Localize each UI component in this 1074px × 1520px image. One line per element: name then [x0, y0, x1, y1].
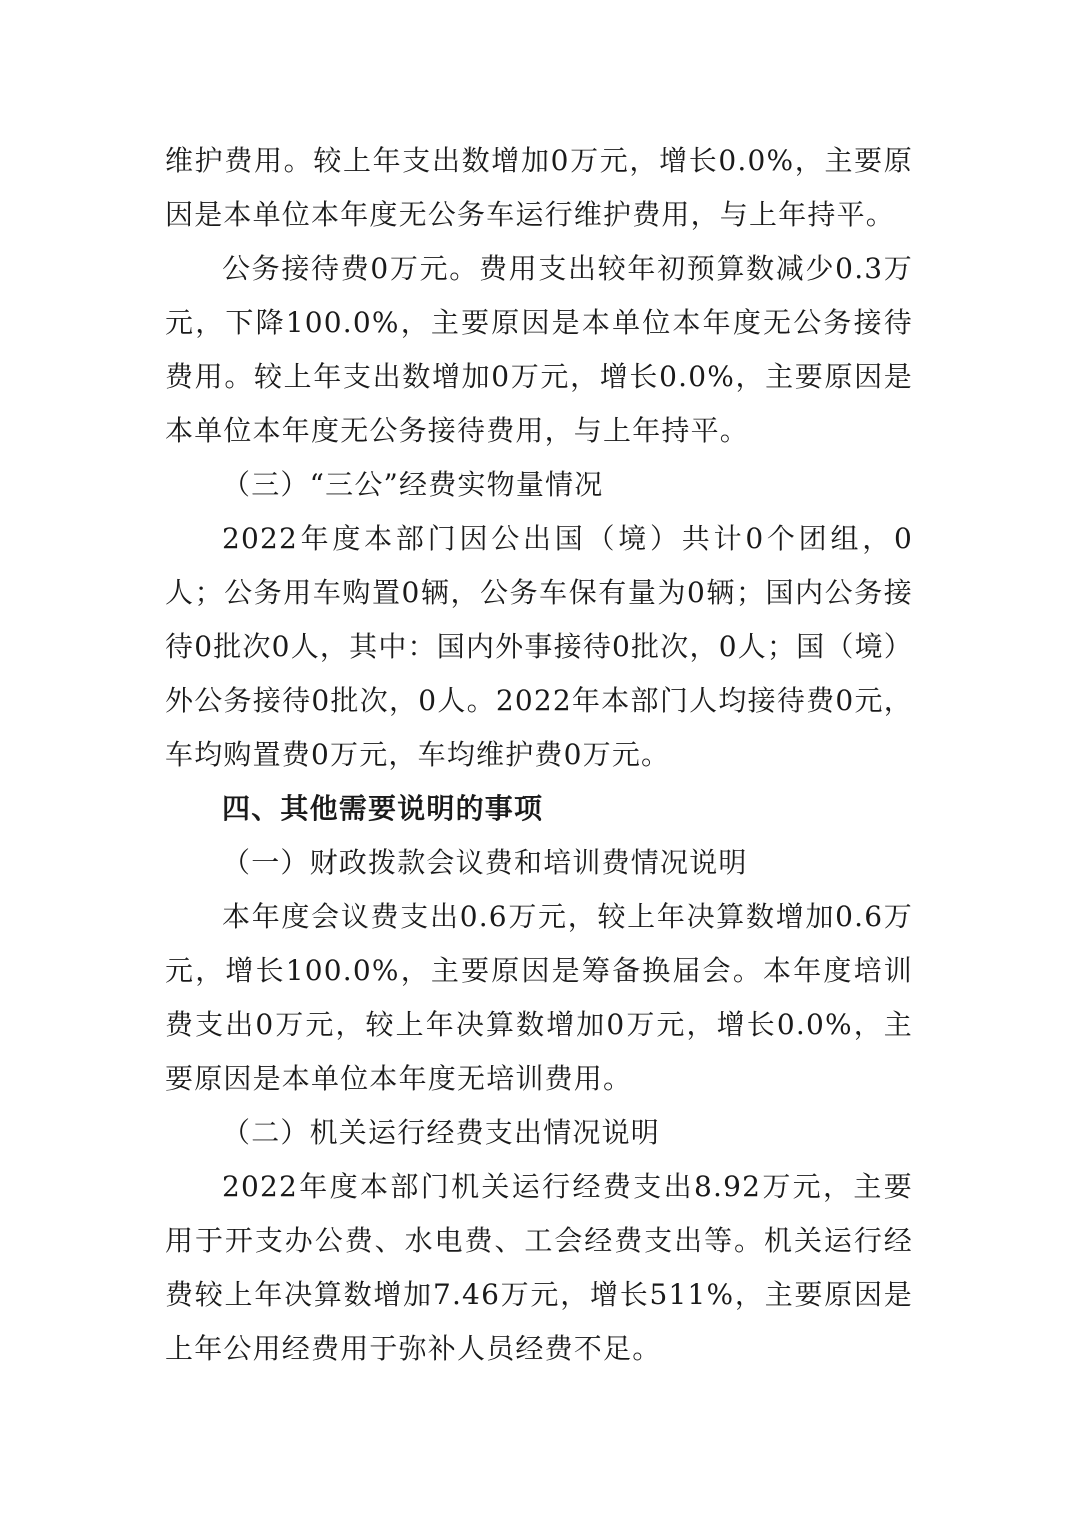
paragraph-operating-expenses: 2022年度本部门机关运行经费支出8.92万元，主要用于开支办公费、水电费、工会经费支出等。机关运行经费较上年决算数增加7.46万元，增长511%，主要原因是上年公用经费用于弥补人员经费不足。 — [165, 1170, 913, 1365]
paragraph-meeting-training: 本年度会议费支出0.6万元，较上年决算数增加0.6万元，增长100.0%，主要原因是筹备换届会。本年度培训费支出0万元，较上年决算数增加0万元，增长0.0%，主要原因是本单位本年度无培训费用。 — [165, 900, 913, 1095]
document-page — [165, 134, 913, 1376]
subheading-three-public-quantity: （三）“三公”经费实物量情况 — [222, 468, 604, 501]
subheading-meeting-training: （一）财政拨款会议费和培训费情况说明 — [222, 846, 748, 879]
paragraph-reception-fee: 公务接待费0万元。费用支出较年初预算数减少0.3万元，下降100.0%，主要原因是本单位本年度无公务接待费用。较上年支出数增加0万元，增长0.0%，主要原因是本单位本年度无公务接待费用，与上年持平。 — [165, 252, 913, 447]
paragraph-three-public-quantity: 2022年度本部门因公出国（境）共计0个团组，0人；公务用车购置0辆，公务车保有量为0辆；国内公务接待0批次0人，其中：国内外事接待0批次，0人；国（境）外公务接待0批次，0人。2022年本部门人均接待费0元，车均购置费0万元，车均维护费0万元。 — [165, 522, 913, 771]
subheading-operating-expenses: （二）机关运行经费支出情况说明 — [222, 1116, 661, 1149]
paragraph-vehicle-maintenance: 维护费用。较上年支出数增加0万元，增长0.0%，主要原因是本单位本年度无公务车运行维护费用，与上年持平。 — [165, 144, 913, 231]
section-heading-other-matters: 四、其他需要说明的事项 — [222, 792, 544, 825]
